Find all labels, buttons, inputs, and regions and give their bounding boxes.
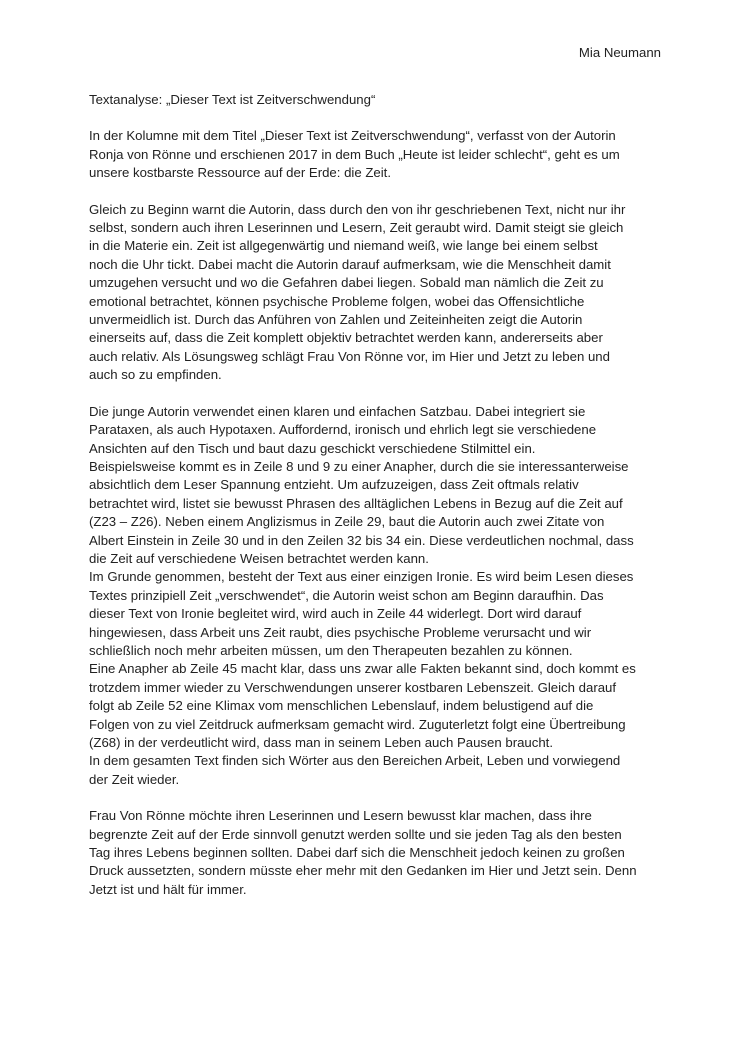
text-line: selbst, sondern auch ihren Leserinnen und Lesern, Zeit geraubt wird. Damit steigt sie gleich (89, 220, 624, 236)
text-line: Ansichten auf den Tisch und baut dazu geschickt verschiedene Stilmittel ein. (89, 440, 536, 456)
text-line: begrenzte Zeit auf der Erde sinnvoll genutzt werden sollte und sie jeden Tag als den besten (89, 826, 622, 842)
text-line: Albert Einstein in Zeile 30 und in den Zeilen 32 bis 34 ein. Diese verdeutlichen nochmal, dass (89, 532, 634, 548)
paragraph-gap (89, 385, 669, 403)
text-line: betrachtet wird, listet sie bewusst Phrasen des alltäglichen Lebens in Bezug auf die Zeit auf (89, 495, 623, 511)
text-line: die Zeit auf verschiedene Weisen betrachtet werden kann. (89, 550, 429, 566)
paragraph (89, 201, 669, 385)
author-name: Mia Neumann (578, 45, 661, 60)
text-line: In der Kolumne mit dem Titel „Dieser Text ist Zeitverschwendung“, verfasst von der Autorin (89, 128, 616, 144)
text-line: in die Materie ein. Zeit ist allgegenwärtig und niemand weiß, wie lange bei einem selbst (89, 238, 598, 254)
paragraph-gap (89, 183, 669, 201)
text-line: Die junge Autorin verwendet einen klaren und einfachen Satzbau. Dabei integriert sie (89, 403, 586, 419)
text-line: Im Grunde genommen, besteht der Text aus einer einzigen Ironie. Es wird beim Lesen dieses (89, 569, 634, 585)
paragraph-gap (89, 789, 669, 807)
text-line: (Z68) in der verdeutlicht wird, dass man in seinem Leben auch Pausen braucht. (89, 735, 554, 750)
text-line: Folgen von zu viel Zeitdruck aufmerksam gemacht wird. Zuguterletzt folgt eine Übertreibung (89, 716, 626, 732)
text-line: unvermeidlich ist. Durch das Anführen von Zahlen und Zeiteinheiten zeigt die Autorin (89, 312, 583, 328)
text-line: Frau Von Rönne möchte ihren Leserinnen und Lesern bewusst klar machen, dass ihre (89, 808, 592, 824)
text-line: Parataxen, als auch Hypotaxen. Auffordernd, ironisch und ehrlich legt sie verschiedene (89, 422, 597, 438)
text-line: absichtlich dem Leser Spannung entzieht. Um aufzuzeigen, dass Zeit oftmals relativ (89, 477, 579, 493)
text-line: dieser Text von Ironie begleitet wird, wird auch in Zeile 44 widerlegt. Dort wird darauf (89, 606, 582, 622)
text-line: (Z23 – Z26). Neben einem Anglizismus in Zeile 29, baut die Autorin auch zwei Zitate von (89, 514, 605, 530)
paragraph (89, 403, 669, 790)
text-line: noch die Uhr tickt. Dabei macht die Autorin darauf aufmerksam, wie die Menschheit damit (89, 256, 611, 272)
text-line: Gleich zu Beginn warnt die Autorin, dass durch den von ihr geschriebenen Text, nicht nur ihr (89, 201, 626, 217)
text-line: Eine Anapher ab Zeile 45 macht klar, dass uns zwar alle Fakten bekannt sind, doch kommt es (89, 661, 636, 677)
paragraph-gap (89, 109, 669, 127)
text-line: einerseits auf, dass die Zeit komplett objektiv betrachtet werden kann, andererseits aber (89, 330, 603, 346)
text-line: umzugehen versucht und wo die Gefahren dabei liegen. Sobald man nämlich die Zeit zu (89, 275, 604, 291)
text-line: der Zeit wieder. (89, 771, 180, 787)
document-title: Textanalyse: „Dieser Text ist Zeitverschwendung“ (89, 92, 376, 107)
document-body (89, 91, 669, 899)
text-line: emotional betrachtet, können psychische Probleme folgen, wobei das Offensichtliche (89, 293, 585, 309)
text-line: trotzdem immer wieder zu Verschwendungen unserer kostbaren Lebenszeit. Gleich darauf (89, 679, 617, 695)
text-line: schließlich noch mehr arbeiten müssen, um den Therapeuten bezahlen zu können. (89, 642, 573, 658)
paragraph (89, 807, 669, 899)
text-line: Druck aussetzten, sondern müsste eher mehr mit den Gedanken im Hier und Jetzt sein. Denn (89, 863, 637, 879)
paragraph (89, 127, 669, 182)
text-line: Beispielsweise kommt es in Zeile 8 und 9 zu einer Anapher, durch die sie interessanterweise (89, 458, 629, 474)
text-line: Ronja von Rönne und erschienen 2017 in dem Buch „Heute ist leider schlecht“, geht es um (89, 146, 620, 162)
text-line: Textes prinzipiell Zeit „verschwendet“, die Autorin weist schon am Beginn daraufhin. Das (89, 587, 604, 603)
text-line: auch relativ. Als Lösungsweg schlägt Frau Von Rönne vor, im Hier und Jetzt zu leben und (89, 348, 610, 364)
text-line: auch so zu empfinden. (89, 367, 222, 383)
text-line: Tag ihres Lebens beginnen sollten. Dabei darf sich die Menschheit jedoch keinen zu großen (89, 845, 625, 861)
text-line: In dem gesamten Text finden sich Wörter aus den Bereichen Arbeit, Leben und vorwiegend (89, 753, 621, 769)
text-line: hingewiesen, dass Arbeit uns Zeit raubt, dies psychische Probleme verursacht und wir (89, 624, 592, 640)
text-line: Jetzt ist und hält für immer. (89, 881, 247, 897)
text-line: folgt ab Zeile 52 eine Klimax vom menschlichen Lebenslauf, indem belustigend auf die (89, 698, 594, 714)
text-line: unsere kostbarste Ressource auf der Erde: die Zeit. (89, 165, 391, 181)
